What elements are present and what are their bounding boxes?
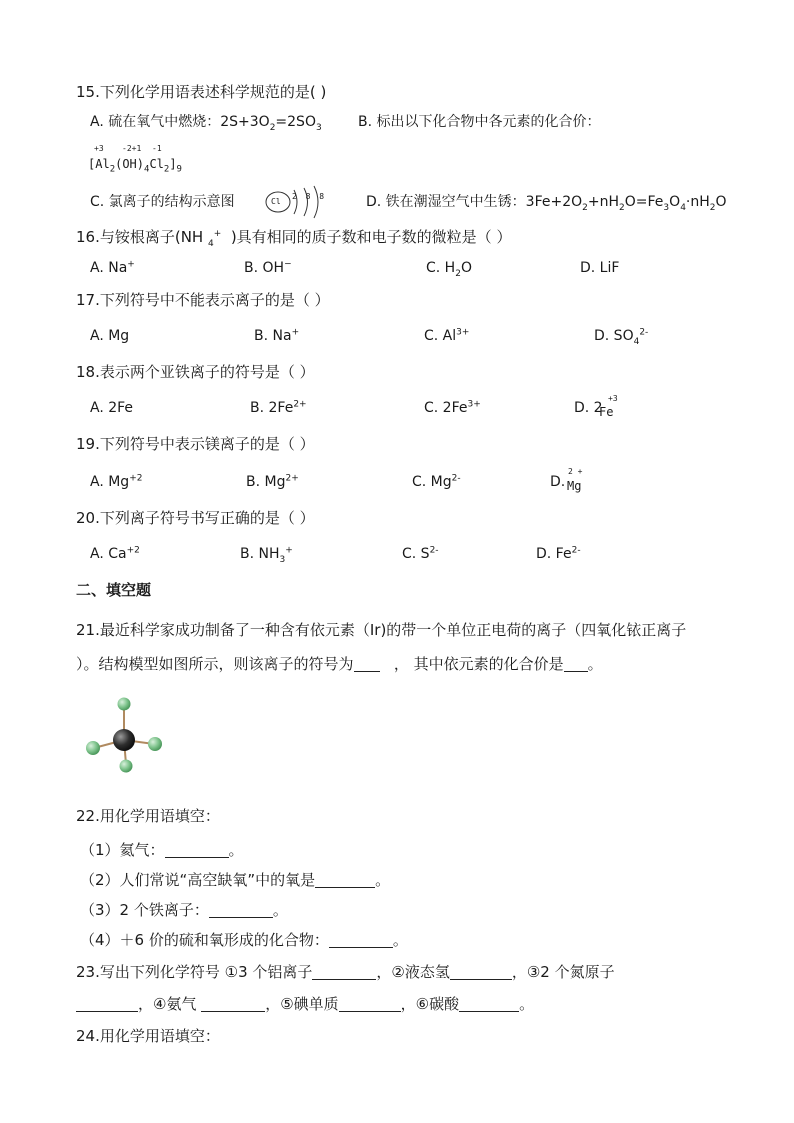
q23-blank-3[interactable] xyxy=(76,997,138,1012)
question-18-stem: 18.表示两个亚铁离子的符号是（ ） xyxy=(76,363,315,381)
q19-option-c: C. $Mg^{2-}$ xyxy=(412,473,461,490)
q23-blank-2[interactable] xyxy=(450,965,512,980)
q15-option-a: A. 硫在氧气中燃烧：$2S+3O_2=2SO_3$ xyxy=(90,114,322,133)
q18-option-b: B. $2Fe^{2+}$ xyxy=(250,399,307,416)
q18-d-valence: +3 xyxy=(608,394,618,403)
q17-option-d: D. $SO_4^{2-}$ xyxy=(594,327,649,347)
q23-blank-1[interactable] xyxy=(312,965,376,980)
q15-option-b: B. 标出以下化合物中各元素的化合价： xyxy=(358,114,601,130)
question-20-stem: 20.下列离子符号书写正确的是（ ） xyxy=(76,509,315,527)
q15-b-valence-cl: -1 xyxy=(152,144,162,153)
q22-item-4: （4）＋6 价的硫和氧形成的化合物： 。 xyxy=(80,931,408,949)
q22-item-3: （3）2 个铁离子： 。 xyxy=(80,901,288,919)
q17-option-a: A. Mg xyxy=(90,328,130,344)
q17-option-c: C. $Al^{3+}$ xyxy=(424,327,470,344)
q19-option-b: B. $Mg^{2+}$ xyxy=(246,473,299,490)
q20-option-b: B. $NH_3^+$ xyxy=(240,545,293,565)
q16-option-a: A. Na+ xyxy=(90,259,135,276)
question-15-stem: 15.下列化学用语表述科学规范的是( ) xyxy=(76,83,327,101)
q19-option-d: D. xyxy=(550,474,566,490)
q16-option-c: C. $H_2O$ xyxy=(426,260,472,279)
q21-valence-blank[interactable] xyxy=(564,657,588,672)
q20-option-a: A. $Ca^{+2}$ xyxy=(90,545,140,562)
chloride-nucleus-label: Cl xyxy=(271,197,281,206)
q21-ion-symbol-blank[interactable] xyxy=(354,657,380,672)
section-heading-fill-in: 二、填空题 xyxy=(76,581,152,599)
question-22-stem: 22.用化学用语填空： xyxy=(76,807,220,825)
q23-blank-4[interactable] xyxy=(201,997,265,1012)
iridium-tetroxide-model-image xyxy=(80,694,166,776)
q17-option-b: B. Na+ xyxy=(254,327,300,344)
q16-option-b: B. OH− xyxy=(244,259,292,276)
q22-item-2: （2）人们常说“高空缺氧”中的氧是 。 xyxy=(80,871,391,889)
q15-b-formula: $[Al_2(OH)_4Cl_2]_9$ xyxy=(88,157,182,175)
q20-option-d: D. $Fe^{2-}$ xyxy=(536,545,581,562)
q18-option-a: A. 2Fe xyxy=(90,400,134,416)
q23-blank-5[interactable] xyxy=(339,997,401,1012)
q22-item-3-blank[interactable] xyxy=(209,903,273,918)
q22-item-4-blank[interactable] xyxy=(329,933,393,948)
q16-option-d: D. LiF xyxy=(580,260,620,276)
q15-b-valence-al: +3 xyxy=(94,144,104,153)
q19-option-a: A. $Mg^{+2}$ xyxy=(90,473,143,490)
question-21-line-1: 21.最近科学家成功制备了一种含有依元素（Ir)的带一个单位正电荷的离子（四氧化铱正离子 xyxy=(76,621,687,639)
question-16-stem: 16.与铵根离子(NH $_4$+ )具有相同的质子数和电子数的微粒是（ ） xyxy=(76,228,512,249)
q18-option-c: C. $2Fe^{3+}$ xyxy=(424,399,481,416)
q22-item-2-blank[interactable] xyxy=(315,873,375,888)
q20-option-c: C. $S^{2-}$ xyxy=(402,545,439,562)
molecule-model-icon xyxy=(80,694,166,776)
question-19-stem: 19.下列符号中表示镁离子的是（ ） xyxy=(76,435,315,453)
chloride-structure-diagram xyxy=(262,184,332,220)
q22-item-1-blank[interactable] xyxy=(165,843,229,858)
question-23-line-2: ，④氨气 ，⑤碘单质 ，⑥碳酸 。 xyxy=(76,994,534,1014)
q22-item-1: （1）氦气： 。 xyxy=(80,841,244,859)
question-24-stem: 24.用化学用语填空： xyxy=(76,1027,220,1045)
q18-d-element: Fe xyxy=(599,405,614,419)
question-17-stem: 17.下列符号中不能表示离子的是（ ） xyxy=(76,291,330,309)
question-23-line-1: 23.写出下列化学符号 ①3 个铝离子 ，②液态氢 ，③2 个氮原子 xyxy=(76,963,615,981)
question-21-line-2: ）。结构模型如图所示，则该离子的符号为 ， 其中依元素的化合价是 。 xyxy=(76,655,603,673)
q18-option-d: D. 2 xyxy=(574,400,603,416)
q19-d-charge: 2 + xyxy=(568,467,583,476)
q19-d-element: Mg xyxy=(567,479,582,493)
q15-option-c: C. 氯离子的结构示意图 xyxy=(90,194,235,210)
q15-option-d: D. 铁在潮湿空气中生锈：$3Fe+2O_2+nH_2O=Fe_3O_4\cdot nH_2O$ xyxy=(366,194,727,213)
q23-blank-6[interactable] xyxy=(459,997,519,1012)
chloride-shell-electrons: 2 8 8 xyxy=(292,192,327,201)
q15-b-valence-oh: -2+1 xyxy=(122,144,142,153)
